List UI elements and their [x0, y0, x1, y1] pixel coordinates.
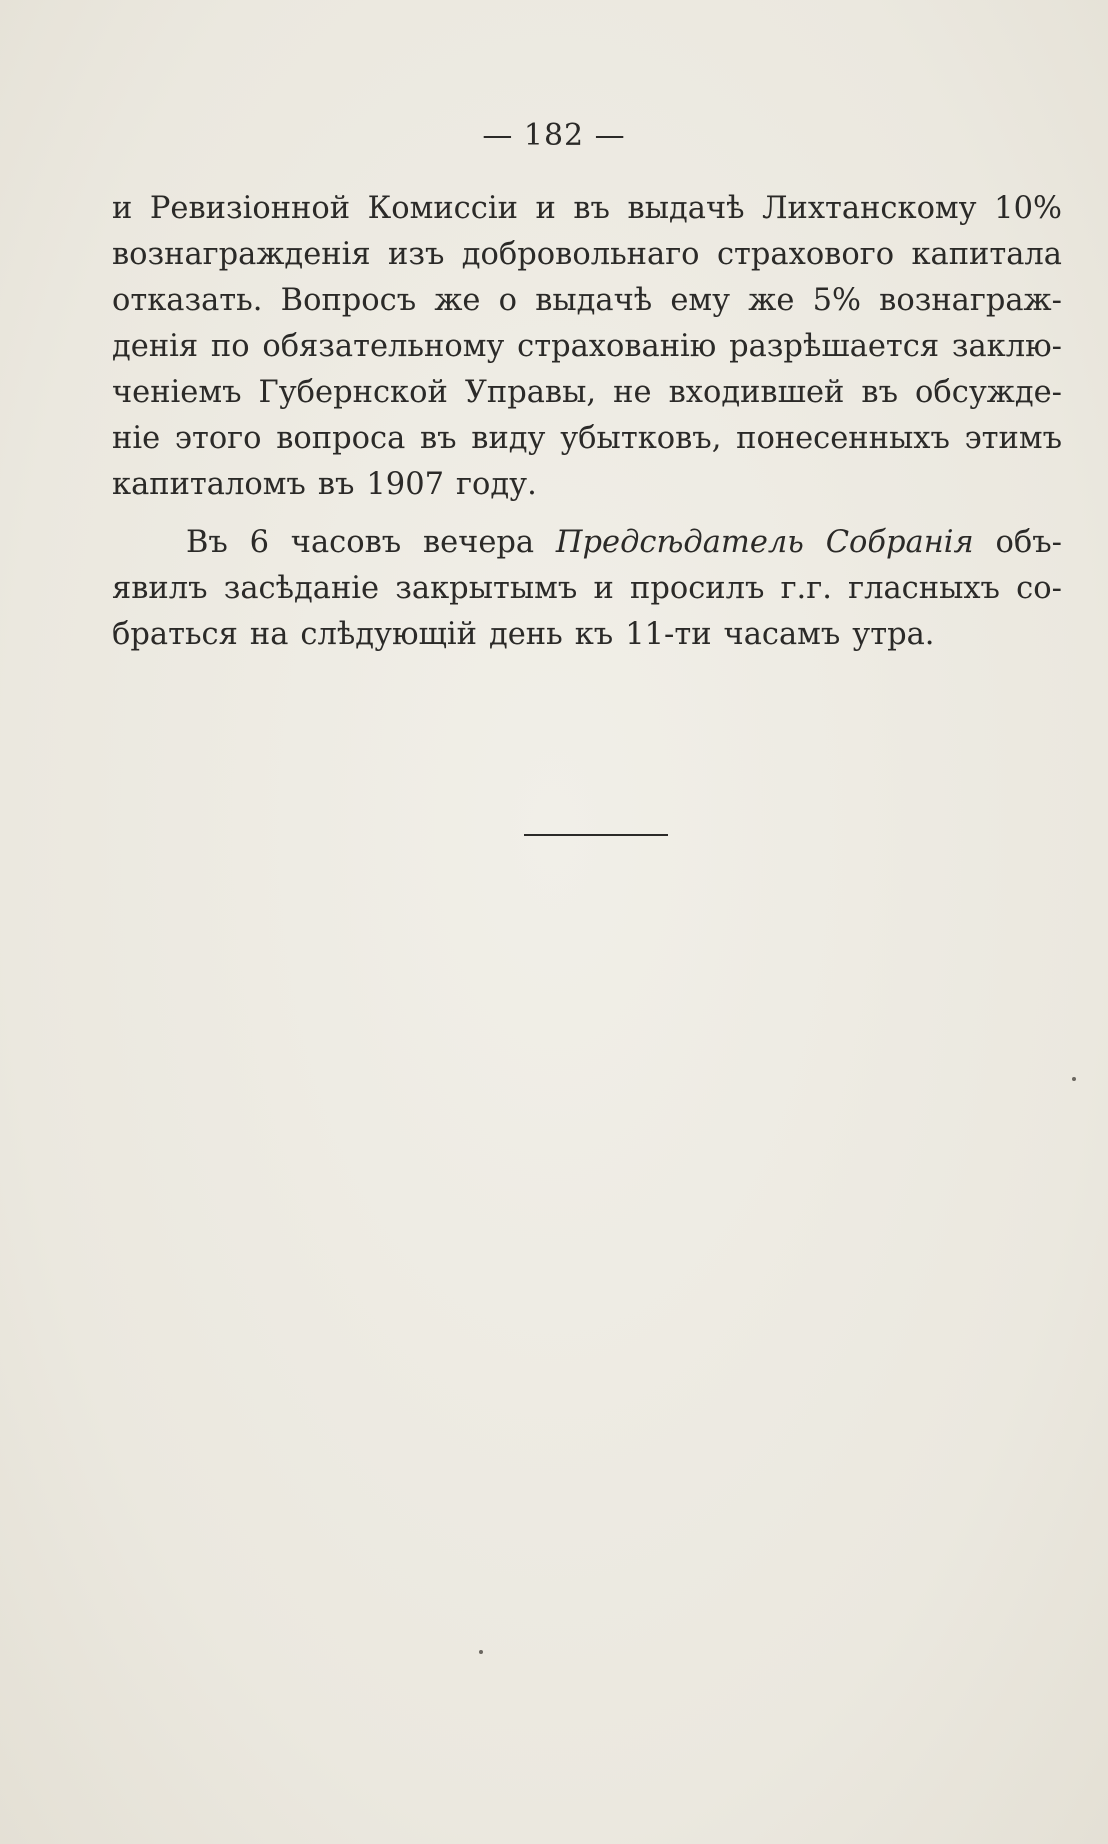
text-line: [112, 416, 1062, 462]
word: засѣданіе: [223, 571, 380, 606]
word: ему: [670, 283, 731, 318]
section-divider: [524, 834, 668, 836]
word: вечера: [422, 525, 535, 560]
word: часамъ: [723, 617, 841, 652]
word: вознагражденія: [112, 237, 371, 272]
italic-title: Собранія: [825, 525, 974, 560]
word: понесенныхъ: [736, 421, 950, 456]
word: 10%: [994, 191, 1062, 226]
word: браться: [112, 617, 238, 652]
word: къ: [574, 617, 614, 652]
word: утра.: [852, 617, 935, 652]
word: ченіемъ: [112, 375, 242, 410]
word: ніе: [112, 421, 161, 456]
word: капитала: [911, 237, 1062, 272]
text-line: [112, 520, 1062, 566]
word: о: [498, 283, 518, 318]
body-text: [112, 186, 1062, 658]
word: Управы,: [464, 375, 597, 410]
word: страхованію: [517, 329, 717, 364]
paragraph-1: [112, 186, 1062, 508]
word: этимъ: [964, 421, 1062, 456]
word: Ревизіонной: [149, 191, 351, 226]
word: день: [488, 617, 563, 652]
text-line: [112, 186, 1062, 232]
word: разрѣшается: [729, 329, 940, 364]
word: капиталомъ: [112, 467, 306, 502]
word: просилъ: [629, 571, 765, 606]
word: не: [613, 375, 652, 410]
paragraph-2: [112, 520, 1062, 658]
word: въ: [419, 421, 457, 456]
word: Губернской: [258, 375, 448, 410]
word: же: [748, 283, 795, 318]
word: объ-: [995, 525, 1062, 560]
word: вопроса: [276, 421, 406, 456]
word: входившей: [668, 375, 845, 410]
word: 1907: [366, 467, 445, 502]
word: этого: [174, 421, 262, 456]
word: Въ: [186, 525, 228, 560]
word: гласныхъ: [848, 571, 1000, 606]
word: обязательному: [262, 329, 505, 364]
word: и: [112, 191, 133, 226]
word: 6: [249, 525, 270, 560]
word: выдачѣ: [535, 283, 653, 318]
word: страхового: [716, 237, 895, 272]
text-line: [112, 612, 1062, 658]
paper-speck: [479, 1650, 483, 1654]
word: въ: [861, 375, 898, 410]
word: по: [210, 329, 250, 364]
text-line: [112, 232, 1062, 278]
word: и: [535, 191, 556, 226]
word: часовъ: [290, 525, 402, 560]
word: г.г.: [780, 571, 832, 606]
word: въ: [573, 191, 610, 226]
paper-speck: [1072, 1077, 1076, 1081]
text-line: [112, 462, 1062, 508]
word: же: [434, 283, 481, 318]
word: отказать.: [112, 283, 263, 318]
text-line: [112, 324, 1062, 370]
word: Комиссіи: [367, 191, 518, 226]
word: изъ: [388, 237, 445, 272]
text-line: [112, 278, 1062, 324]
word: явилъ: [112, 571, 208, 606]
italic-title: Предсѣдатель: [555, 525, 804, 560]
word: 11-ти: [625, 617, 712, 652]
word: заклю-: [951, 329, 1062, 364]
text-line: [112, 566, 1062, 612]
page-number: — 182 —: [482, 118, 626, 153]
word: Вопросъ: [280, 283, 417, 318]
word: добровольнаго: [461, 237, 700, 272]
word: со-: [1016, 571, 1062, 606]
word: вознаграж-: [879, 283, 1062, 318]
word: году.: [456, 467, 537, 502]
word: на: [249, 617, 289, 652]
word: денія: [112, 329, 199, 364]
word: 5%: [812, 283, 861, 318]
word: Лихтанскому: [762, 191, 977, 226]
word: слѣдующій: [300, 617, 477, 652]
word: закрытымъ: [395, 571, 578, 606]
word: виду: [471, 421, 546, 456]
word: и: [593, 571, 614, 606]
word: выдачѣ: [627, 191, 745, 226]
word: обсужде-: [915, 375, 1062, 410]
text-line: [112, 370, 1062, 416]
word: убытковъ,: [560, 421, 722, 456]
word: въ: [317, 467, 355, 502]
